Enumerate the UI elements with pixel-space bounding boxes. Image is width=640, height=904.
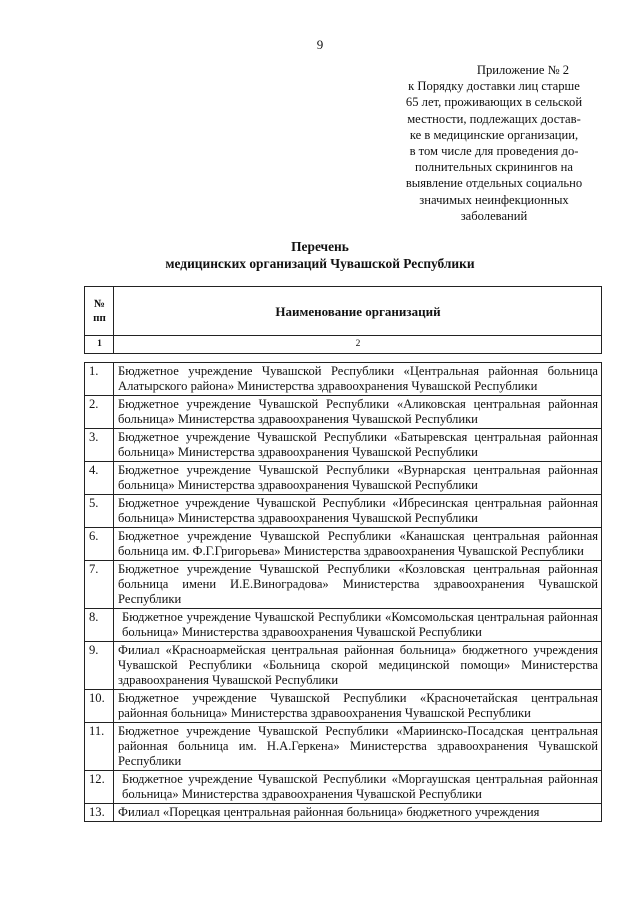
row-number: 6. [85,528,114,561]
row-number: 2. [85,396,114,429]
spacer-row [85,354,602,363]
row-number: 1. [85,363,114,396]
row-number: 10. [85,690,114,723]
table-row [85,609,602,642]
column-index-row [85,336,602,354]
table-header-row [85,287,602,336]
table-row [85,804,602,822]
organization-name: Бюджетное учреждение Чувашской Республики «Ибресинская центральная районная больница» Министерства здравоохранения Чувашской Республики [114,495,602,528]
table-row [85,396,602,429]
table-row [85,363,602,396]
organization-name: Филиал «Порецкая центральная районная больница» бюджетного учреждения [114,804,602,822]
appendix-block [378,62,610,224]
column-index-1: 1 [85,336,114,354]
appendix-line: в том числе для проведения до- [409,144,579,159]
table-row [85,642,602,690]
organization-name: Бюджетное учреждение Чувашской Республики «Моргаушская центральная районная больница» Министерства здравоохранения Чувашской Республики [114,771,602,804]
column-index-2: 2 [114,336,602,354]
column-header-name: Наименование организаций [114,287,602,336]
column-header-number: № пп [85,287,114,336]
organization-name: Бюджетное учреждение Чувашской Республики «Батыревская центральная районная больница» Министерства здравоохранения Чувашской Республики [114,429,602,462]
table-row [85,495,602,528]
table-row [85,561,602,609]
table-row [85,429,602,462]
organization-name: Бюджетное учреждение Чувашской Республики «Козловская центральная районная больница имени И.Е.Виноградова» Министерства здравоохранения Чувашской Республики [114,561,602,609]
row-number: 12. [85,771,114,804]
row-number: 8. [85,609,114,642]
appendix-line: местности, подлежащих достав- [407,111,581,126]
table-row [85,771,602,804]
list-title [0,238,640,272]
organization-name: Бюджетное учреждение Чувашской Республики «Аликовская центральная районная больница» Министерства здравоохранения Чувашской Республики [114,396,602,429]
appendix-line: полнительных скринингов на [415,160,573,175]
table-row [85,723,602,771]
page-number: 9 [316,37,324,52]
row-number: 3. [85,429,114,462]
appendix-title: Приложение № 2 [476,63,570,77]
appendix-line: ке в медицинские организации, [409,127,579,142]
list-title-line-2: медицинских организаций Чувашской Республики [165,256,475,271]
spacer-cell [85,354,114,363]
list-title-line-1: Перечень [291,239,349,254]
organization-name: Бюджетное учреждение Чувашской Республики «Красночетайская центральная районная больница» Министерства здравоохранения Чувашской Республики [114,690,602,723]
appendix-line: выявление отдельных социально [405,176,583,191]
organization-name: Бюджетное учреждение Чувашской Республики «Канашская центральная районная больница им. Ф.Г.Григорьева» Министерства здравоохранения Чувашской Республики [114,528,602,561]
organizations-table [84,286,602,822]
table-row [85,462,602,495]
row-number: 11. [85,723,114,771]
spacer-cell [114,354,602,363]
row-number: 13. [85,804,114,822]
row-number: 5. [85,495,114,528]
appendix-line: значимых неинфекционных [419,192,569,207]
organization-name: Филиал «Красноармейская центральная районная больница» бюджетного учреждения Чувашской Республики «Больница скорой медицинской помощи» Министерства здравоохранения Чувашской Республики [114,642,602,690]
row-number: 7. [85,561,114,609]
organization-name: Бюджетное учреждение Чувашской Республики «Мариинско-Посадская центральная районная больница им. Н.А.Геркена» Министерства здравоохранения Чувашской Республики [114,723,602,771]
table-row [85,690,602,723]
row-number: 4. [85,462,114,495]
organization-name: Бюджетное учреждение Чувашской Республики «Центральная районная больница Алатырского района» Министерства здравоохранения Чувашской Республики [114,363,602,396]
organization-name: Бюджетное учреждение Чувашской Республики «Вурнарская центральная районная больница» Министерства здравоохранения Чувашской Республики [114,462,602,495]
appendix-line: заболеваний [460,208,528,223]
appendix-line: 65 лет, проживающих в сельской [405,95,583,110]
row-number: 9. [85,642,114,690]
organization-name: Бюджетное учреждение Чувашской Республики «Комсомольская центральная районная больница» Министерства здравоохранения Чувашской Республики [114,609,602,642]
table-row [85,528,602,561]
appendix-line: к Порядку доставки лиц старше [408,79,580,94]
